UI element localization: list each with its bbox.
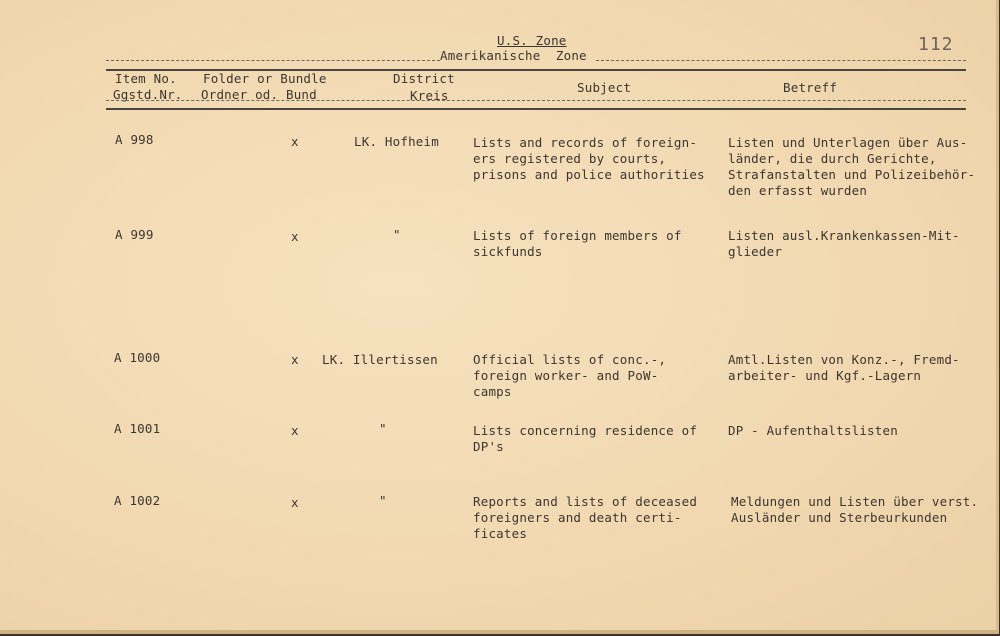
- subject-line: foreign worker- and PoW-: [473, 368, 659, 383]
- col-district: District: [393, 71, 455, 86]
- col-folder-de: Ordner od. Bund: [201, 87, 317, 102]
- subject-line: Reports and lists of deceased: [473, 494, 698, 509]
- header-mid-rule: [106, 100, 966, 101]
- item-number: A 1002: [114, 493, 161, 508]
- subject-line: ers registered by courts,: [473, 151, 667, 166]
- betreff-line: Meldungen und Listen über verst.: [731, 494, 979, 509]
- col-item-no: Item No.: [115, 71, 177, 86]
- subject-line: DP's: [473, 439, 504, 454]
- district-name: LK. Hofheim: [354, 134, 439, 149]
- col-subject: Subject: [577, 80, 632, 95]
- betreff-line: Ausländer und Sterbeurkunden: [731, 510, 948, 525]
- folder-mark: x: [291, 423, 299, 438]
- subject-line: Lists concerning residence of: [473, 423, 698, 438]
- betreff-line: den erfasst wurden: [728, 183, 868, 198]
- item-number: A 1000: [114, 350, 161, 365]
- col-betreff: Betreff: [783, 80, 838, 95]
- header-bottom-rule: [106, 108, 966, 110]
- betreff-line: DP - Aufenthaltslisten: [728, 423, 898, 438]
- page-number: 112: [918, 34, 954, 55]
- item-number: A 999: [115, 227, 154, 242]
- zone-title: U.S. Zone: [497, 33, 567, 48]
- col-district-de: Kreis: [410, 88, 449, 103]
- district-name: LK. Illertissen: [322, 352, 438, 367]
- subject-line: sickfunds: [473, 244, 543, 259]
- subject-line: Lists of foreign members of: [473, 228, 682, 243]
- betreff-line: Strafanstalten und Polizeibehör-: [728, 167, 976, 182]
- subject-line: ficates: [473, 526, 528, 541]
- folder-mark: x: [291, 229, 299, 244]
- betreff-line: glieder: [728, 244, 783, 259]
- subject-line: prisons and police authorities: [473, 167, 705, 182]
- item-number: A 1001: [114, 421, 161, 436]
- subject-line: Official lists of conc.-,: [473, 352, 667, 367]
- item-number: A 998: [115, 132, 154, 147]
- subject-line: foreigners and death certi-: [473, 510, 682, 525]
- folder-mark: x: [291, 495, 299, 510]
- betreff-line: arbeiter- und Kgf.-Lagern: [728, 368, 922, 383]
- subject-line: Lists and records of foreign-: [473, 135, 698, 150]
- col-item-no-de: Ggstd.Nr.: [113, 87, 183, 102]
- district-name: ": [393, 227, 401, 242]
- zone-subtitle: Amerikanische Zone: [440, 48, 587, 63]
- district-name: ": [379, 493, 387, 508]
- betreff-line: Listen ausl.Krankenkassen-Mit-: [728, 228, 960, 243]
- subject-line: camps: [473, 384, 512, 399]
- betreff-line: Listen und Unterlagen über Aus-: [728, 135, 968, 150]
- district-name: ": [379, 421, 387, 436]
- header-rule-left: [106, 60, 440, 61]
- header-rule-right: [596, 60, 966, 61]
- folder-mark: x: [291, 352, 299, 367]
- folder-mark: x: [291, 134, 299, 149]
- betreff-line: Amtl.Listen von Konz.-, Fremd-: [728, 352, 960, 367]
- col-folder: Folder or Bundle: [203, 71, 327, 86]
- betreff-line: länder, die durch Gerichte,: [728, 151, 937, 166]
